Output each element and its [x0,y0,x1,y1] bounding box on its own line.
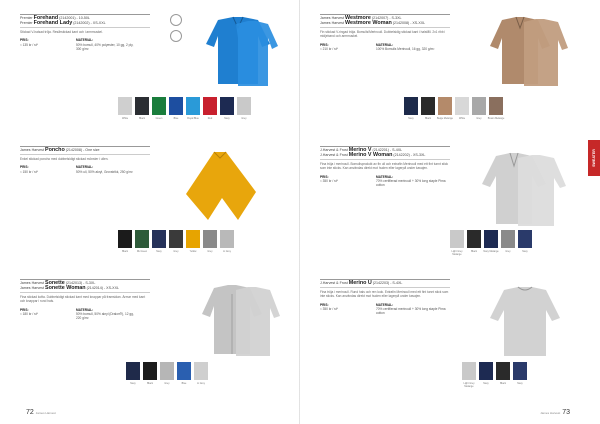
product-name: Merino V [348,147,372,153]
material: 100% Bomulls Merinoull, 16 gg, 320 g/m² [376,47,435,52]
swatch-label: Black [471,250,477,253]
product-header: J.Harvest & Frost Merino V (2142201) - S-4XL J.Harvest & Frost Merino V Woman (2142202) - XS-3XL [320,146,450,160]
price: ≈ 350 kr / st* [320,307,338,312]
color-swatch [160,362,174,385]
swatch-label: Grey [241,117,247,120]
product-poncho [20,146,150,174]
product-image-merino-u [480,284,570,358]
color-swatch [501,230,515,253]
color-swatch [143,362,157,385]
color-swatch [135,230,149,253]
swatch-label: Black [500,382,506,385]
product-spec: PRIS: ≈ 350 kr / st* MATERIAL: 70% certifierad merinoull + 30% long staple Pima cotton [320,302,446,316]
color-swatch [135,97,149,120]
color-swatch [513,362,527,385]
page-number: 72 James Harvest [26,409,56,416]
color-swatch [118,230,132,253]
swatch-label: Grey [207,250,213,253]
swatch-label: Grey [173,250,179,253]
color-swatch [194,362,208,385]
color-swatch [169,97,183,120]
product-name: Merino V Woman [348,152,393,158]
color-swatch [186,230,200,253]
swatch-label: Green [155,117,163,120]
color-swatch [118,97,132,120]
certification-badge-icon [170,14,182,26]
swatch-label: Black [147,382,153,385]
color-swatch [467,230,481,253]
product-forehand [20,14,150,51]
product-name: Forehand Lady [33,20,73,26]
color-swatch [203,230,217,253]
product-image-forehand [188,14,288,86]
color-swatch [177,362,191,385]
color-swatches [450,230,532,256]
price: ≈ 350 kr / st* [320,179,338,184]
swatch-label: Navy [130,382,136,385]
color-swatch [152,97,166,120]
color-swatch [518,230,532,253]
product-spec: PRIS: ≈ 150 kr / st* MATERIAL: 50% ull, 50% akryl, Grovstrikk, 250 g/m² [20,165,150,173]
price: ≈ 150 kr / st* [20,169,38,174]
product-description: Fin stickad V-ringad tröja. Bomulls/Merinoull. Dubbelsidig stickad kant i halsfåll. 2x1 ribb i midjeband och armmuskel. [320,30,446,39]
swatch-label: Navy [522,250,528,253]
product-spec: PRIS: ≈ 135 kr / st* MATERIAL: 50% bomull, 40% polyester, 10 gg, 2 ply, 300 g/m² [20,38,150,51]
swatch-label: Light Grey Melange [451,250,463,256]
product-header: Premier Forehand (2142001) - 10-50L Premier Forehand Lady (2142002) - XS-XXL [20,14,150,28]
product-name: Poncho [44,147,65,153]
swatch-label: Navy [483,382,489,385]
color-swatch [220,230,234,253]
material: 70% certifierad merinoull + 30% long staple Pima cotton [376,307,446,316]
swatch-label: Navy Melange [483,250,499,253]
swatch-label: Grey [505,250,511,253]
swatch-label: Red [207,117,213,120]
swatch-label: Grey [164,382,170,385]
color-swatch [126,362,140,385]
product-name: Sonette Woman [44,285,86,291]
price: ≈ 135 kr / st* [20,42,38,47]
product-image-sonette [190,282,286,356]
swatch-label: Light Grey Melange [463,382,475,388]
color-swatch [496,362,510,385]
swatch-label: Royal Blue [187,117,199,120]
product-spec: PRIS: ≈ 210 kr / st* MATERIAL: 100% Bomulls Merinoull, 16 gg, 320 g/m² [320,42,435,52]
swatch-label: Yellow [189,250,197,253]
product-header: James Harvest Westmore (2142007) - S-3XL James Harvest Westmore Woman (2142008) - XS-XXL [320,14,450,28]
swatch-label: Navy [517,382,523,385]
color-swatch [472,97,486,120]
right-page [300,0,600,424]
color-swatch [421,97,435,120]
product-westmore [320,14,450,51]
page-number: James Harvest 73 [540,409,570,416]
swatch-label: Navy [156,250,162,253]
product-description: Fina tröja i merinoull. Bomullsprodukt av fin ull och extrafin Merinoull med ett fint tunnt stick som inte sticks. Kan användas direkt mot huden eller lagerpå under kavajen. [320,162,449,171]
color-swatches [404,97,505,120]
color-swatch [487,97,505,120]
product-description: Fina tröja i merinoull. Rund hals och ren look. Extrafin Merinoull med ett fint tunnt stick som inte sticks. Kan användas direkt mot huden eller lagerpå under kavajen. [320,290,449,299]
swatch-label: Navy [408,117,414,120]
color-swatches [126,362,208,385]
product-merino-v [320,146,450,187]
product-name: Forehand [33,15,59,21]
product-image-merino-v [470,150,578,226]
certification-badge-icon [170,30,182,42]
swatch-label: White [121,117,129,120]
product-spec: PRIS: ≈ 180 kr / st* MATERIAL: 50% bomull, 50% akryl (Dralon®), 12 gg, 220 g/m² [20,308,150,321]
swatch-label: Blue [181,382,187,385]
product-image-westmore [480,14,576,86]
color-swatch [152,230,166,253]
color-swatches [462,362,527,388]
material: 70% certifierad merinoull + 30% long staple Pima cotton [376,179,446,188]
price: ≈ 180 kr / st* [20,312,38,317]
product-name: Westmore Woman [344,20,392,26]
swatch-label: Brown Melange [487,117,505,120]
product-header: James Harvest Poncho (2142008) - One size [20,146,150,155]
color-swatch [220,97,234,120]
product-merino-u [320,279,450,315]
color-swatch [203,97,217,120]
color-swatch [462,362,476,388]
swatch-label: Lt Grey [223,250,231,253]
product-description: Fina stickad kofta. Dubbelsidigt stickad kant med knappar på framsidan. Ärmar med kant och knappar i rund hals. [20,295,146,304]
product-header: James Harvest Sonette (2142013) - S-3XL James Harvest Sonette Woman (2142014) - XS-XXL [20,279,150,293]
footer-text: James Harvest [540,411,561,415]
swatch-label: White [458,117,466,120]
color-swatch [450,230,464,256]
product-spec: PRIS: ≈ 350 kr / st* MATERIAL: 70% certifierad merinoull + 30% long staple Pima cotton [320,174,446,188]
swatch-label: Blue [173,117,179,120]
swatch-label: Lt Grey [197,382,205,385]
product-image-poncho [178,148,262,222]
material: 50% bomull, 50% akryl (Dralon®), 12 gg, 220 g/m² [76,312,134,321]
product-name: Westmore [344,15,371,21]
color-swatches [118,97,251,120]
swatch-label: Dk Green [136,250,148,253]
swatch-label: Beige Melange [437,117,453,120]
product-name: Sonette [44,280,65,286]
swatch-label: Black [139,117,145,120]
product-description: Enkel stickad poncho med dubbelsidigt stickad mönster i ullen. [20,157,109,161]
color-swatch [483,230,499,253]
color-swatches [118,230,234,253]
product-description: Stickad V-halsad tröja. Resårstickad kant och i armmuskel. [20,30,103,34]
price: ≈ 210 kr / st* [320,47,338,52]
color-swatch [479,362,493,385]
material: 50% ull, 50% akryl, Grovstrikk, 250 g/m² [76,169,133,174]
swatch-label: Grey [476,117,482,120]
color-swatch [437,97,453,120]
product-header: J.Harvest & Frost Merino U (2142203) - S-4XL [320,279,450,288]
swatch-label: Black [122,250,128,253]
color-swatch [169,230,183,253]
color-swatch [237,97,251,120]
section-tab: SWEATER [588,140,600,176]
product-name: Merino U [348,280,372,286]
footer-text: James Harvest [35,411,56,415]
swatch-label: Black [425,117,431,120]
color-swatch [186,97,200,120]
material: 50% bomull, 40% polyester, 10 gg, 2 ply, 300 g/m² [76,42,134,51]
color-swatch [455,97,469,120]
color-swatch [404,97,418,120]
swatch-label: Navy [224,117,230,120]
product-sonette [20,279,150,320]
